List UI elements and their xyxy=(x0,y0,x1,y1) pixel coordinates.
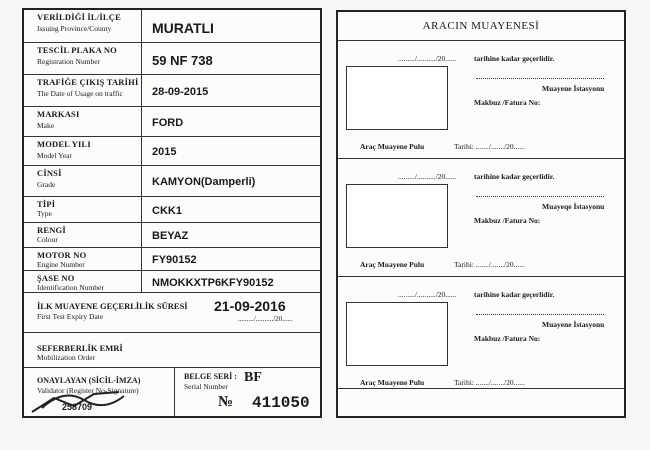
stamp-date-label: Tarihi: ......./......./20...... xyxy=(454,142,525,151)
field-label-cell xyxy=(24,223,142,247)
field-label-cell xyxy=(24,43,142,74)
station-label: Muayene İstasyonu xyxy=(542,84,605,93)
serial-number: 411050 xyxy=(252,394,310,412)
field-label-cell xyxy=(24,107,142,136)
field-value: 28-09-2015 xyxy=(152,86,209,98)
mobilization-label: SEFERBERLİK EMRİ xyxy=(37,343,123,353)
field-value: 59 NF 738 xyxy=(152,53,213,68)
field-label: ŞASE NO xyxy=(37,273,75,283)
field-value: FORD xyxy=(152,117,184,129)
stamp-date-label: Tarihi: ......./......./20...... xyxy=(454,260,525,269)
field-value: NMOKKXTP6KFY90152 xyxy=(152,277,274,289)
field-label: TESCİL PLAKA NO xyxy=(37,45,117,55)
field-label-en: Colour xyxy=(37,235,58,244)
signature xyxy=(24,368,172,414)
field-label-en: Identification Number xyxy=(37,283,104,292)
inspection-section xyxy=(338,40,624,159)
stamp-date-label: Tarihi: ......./......./20...... xyxy=(454,378,525,387)
field-label-cell xyxy=(24,248,142,270)
field-label: MOTOR NO xyxy=(37,250,87,260)
field-label-cell xyxy=(24,166,142,196)
station-label: Muayeqe İstasyonu xyxy=(542,202,605,211)
field-label: MODEL YILI xyxy=(37,139,91,149)
field-label-en: Grade xyxy=(37,180,56,189)
station-label: Muayene İstasyonu xyxy=(542,320,605,329)
valid-until-label: tarihine kadar geçerlidir. xyxy=(474,172,555,181)
validator-label-en: Validator (Register No-Signature) xyxy=(37,386,139,395)
stamp-label: Araç Muayene Pulu xyxy=(360,378,425,387)
inspection-section xyxy=(338,158,624,277)
field-label-cell xyxy=(24,197,142,222)
field-value: 2015 xyxy=(152,146,177,158)
inspection-panel xyxy=(336,10,626,418)
validator-cell xyxy=(24,368,175,416)
valid-date-blank: ........./........../20...... xyxy=(398,54,457,63)
field-label-en: The Date of Usage on traffic xyxy=(37,89,123,98)
serial-series: BF xyxy=(244,370,262,385)
field-label-cell xyxy=(24,271,142,292)
field-row xyxy=(24,197,320,223)
field-row xyxy=(24,43,320,75)
field-label-cell xyxy=(24,10,142,42)
field-label-cell xyxy=(24,75,142,106)
stamp-label: Araç Muayene Pulu xyxy=(360,142,425,151)
field-label-en: Engine Number xyxy=(37,260,85,269)
validator-label: ONAYLAYAN (SİCİL-İMZA) xyxy=(37,376,141,385)
field-value: BEYAZ xyxy=(152,230,189,242)
serial-no-sign: № xyxy=(218,394,234,410)
stamp-label: Araç Muayene Pulu xyxy=(360,260,425,269)
field-row xyxy=(24,137,320,166)
inspection-section xyxy=(338,276,624,389)
valid-until-label: tarihine kadar geçerlidir. xyxy=(474,54,555,63)
station-line xyxy=(476,196,604,197)
field-value: MURATLI xyxy=(152,20,214,36)
field-row xyxy=(24,271,320,293)
field-label: TRAFİĞE ÇIKIŞ TARİHİ xyxy=(37,77,139,87)
field-value: KAMYON(Damperli) xyxy=(152,176,256,188)
receipt-label: Makbuz /Fatura No: xyxy=(474,216,541,225)
station-line xyxy=(476,78,604,79)
serial-cell xyxy=(176,368,320,416)
serial-label: BELGE SERİ : xyxy=(184,372,237,381)
inspection-stamp-box xyxy=(346,66,448,130)
field-label: RENGİ xyxy=(37,225,66,235)
inspection-stamp-box xyxy=(346,302,448,366)
field-label: MARKASI xyxy=(37,109,80,119)
receipt-label: Makbuz /Fatura No: xyxy=(474,334,541,343)
first-test-label-en: First Test Expiry Date xyxy=(37,312,104,321)
field-label-en: Type xyxy=(37,209,52,218)
field-row xyxy=(24,248,320,271)
registration-card xyxy=(22,8,322,418)
valid-date-blank: ........./........../20...... xyxy=(398,290,457,299)
field-label: CİNSİ xyxy=(37,168,62,178)
field-row xyxy=(24,107,320,137)
field-row xyxy=(24,223,320,248)
mobilization-row xyxy=(24,333,320,368)
field-label-en: Make xyxy=(37,121,55,130)
field-label-cell xyxy=(24,137,142,165)
valid-date-blank: ........./........../20...... xyxy=(398,172,457,181)
field-label: VERİLDİĞİ İL/İLÇE xyxy=(37,12,121,22)
inspection-title: ARACIN MUAYENESİ xyxy=(338,12,624,41)
field-value: FY90152 xyxy=(152,254,197,266)
station-line xyxy=(476,314,604,315)
valid-until-label: tarihine kadar geçerlidir. xyxy=(474,290,555,299)
field-row xyxy=(24,166,320,197)
first-test-row xyxy=(24,293,320,333)
first-test-blank: ........./........../20...... xyxy=(238,315,293,323)
validator-number: 258709 xyxy=(62,402,93,412)
inspection-stamp-box xyxy=(346,184,448,248)
field-label-en: Issuing Province/County xyxy=(37,24,112,33)
field-label-en: Model Year xyxy=(37,151,72,160)
field-row xyxy=(24,75,320,107)
first-test-value: 21-09-2016 xyxy=(214,298,286,314)
field-label: TİPİ xyxy=(37,199,56,209)
receipt-label: Makbuz /Fatura No: xyxy=(474,98,541,107)
field-row xyxy=(24,10,320,43)
mobilization-label-en: Mobilization Order xyxy=(37,353,96,362)
field-label-en: Registration Number xyxy=(37,57,101,66)
field-value: CKK1 xyxy=(152,205,182,217)
serial-label-en: Serial Number xyxy=(184,382,228,391)
first-test-label: İLK MUAYENE GEÇERLİLİK SÜRESİ xyxy=(37,301,188,311)
